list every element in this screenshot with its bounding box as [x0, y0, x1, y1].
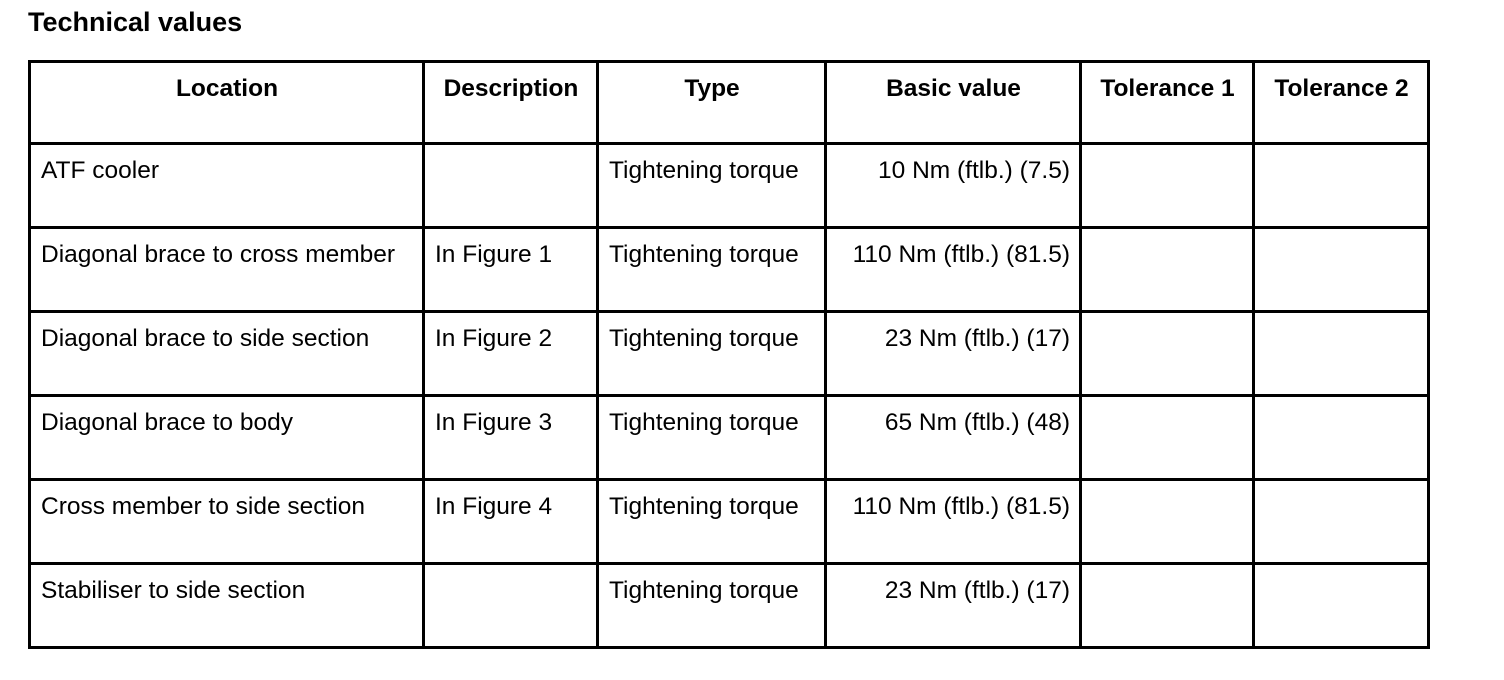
table-row	[30, 564, 1429, 648]
column-header-tolerance-1: Tolerance 1	[1081, 62, 1254, 144]
cell-location: Diagonal brace to cross member	[30, 228, 424, 312]
cell-basic-value: 10 Nm (ftlb.) (7.5)	[826, 144, 1081, 228]
table-row	[30, 228, 1429, 312]
cell-description: In Figure 3	[424, 396, 598, 480]
cell-location: ATF cooler	[30, 144, 424, 228]
cell-type: Tightening torque	[598, 396, 826, 480]
cell-tolerance-1	[1081, 396, 1254, 480]
cell-tolerance-2	[1254, 564, 1429, 648]
cell-basic-value: 65 Nm (ftlb.) (48)	[826, 396, 1081, 480]
cell-tolerance-2	[1254, 396, 1429, 480]
cell-basic-value: 23 Nm (ftlb.) (17)	[826, 564, 1081, 648]
table-row	[30, 396, 1429, 480]
cell-tolerance-2	[1254, 480, 1429, 564]
cell-location: Diagonal brace to body	[30, 396, 424, 480]
cell-type: Tightening torque	[598, 480, 826, 564]
table-row	[30, 480, 1429, 564]
table-header-row	[30, 62, 1429, 144]
column-header-tolerance-2: Tolerance 2	[1254, 62, 1429, 144]
cell-type: Tightening torque	[598, 228, 826, 312]
cell-tolerance-1	[1081, 312, 1254, 396]
column-header-basic-value: Basic value	[826, 62, 1081, 144]
cell-description	[424, 564, 598, 648]
page-title: Technical values	[28, 7, 243, 37]
cell-tolerance-1	[1081, 228, 1254, 312]
cell-description: In Figure 4	[424, 480, 598, 564]
column-header-description: Description	[424, 62, 598, 144]
cell-tolerance-1	[1081, 564, 1254, 648]
cell-location: Cross member to side section	[30, 480, 424, 564]
cell-type: Tightening torque	[598, 564, 826, 648]
table-row	[30, 312, 1429, 396]
cell-description: In Figure 2	[424, 312, 598, 396]
cell-basic-value: 110 Nm (ftlb.) (81.5)	[826, 228, 1081, 312]
technical-values-table	[28, 60, 1430, 649]
cell-tolerance-2	[1254, 312, 1429, 396]
cell-tolerance-2	[1254, 228, 1429, 312]
column-header-type: Type	[598, 62, 826, 144]
cell-location: Diagonal brace to side section	[30, 312, 424, 396]
table-row	[30, 144, 1429, 228]
cell-description	[424, 144, 598, 228]
cell-location: Stabiliser to side section	[30, 564, 424, 648]
cell-basic-value: 23 Nm (ftlb.) (17)	[826, 312, 1081, 396]
cell-tolerance-1	[1081, 480, 1254, 564]
cell-tolerance-1	[1081, 144, 1254, 228]
column-header-location: Location	[30, 62, 424, 144]
cell-type: Tightening torque	[598, 312, 826, 396]
cell-tolerance-2	[1254, 144, 1429, 228]
cell-type: Tightening torque	[598, 144, 826, 228]
cell-description: In Figure 1	[424, 228, 598, 312]
cell-basic-value: 110 Nm (ftlb.) (81.5)	[826, 480, 1081, 564]
